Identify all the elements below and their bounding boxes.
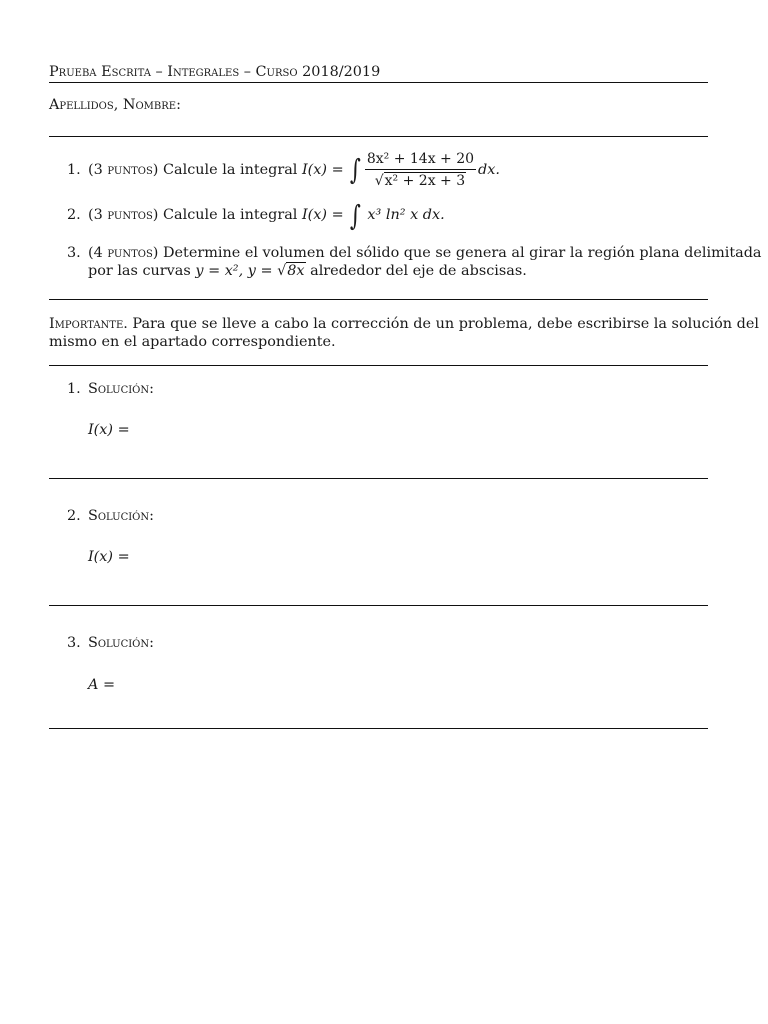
question-points: (3 puntos) <box>88 207 159 223</box>
question-text: Determine el volumen del sólido que se genera al girar la región plana delimitada <box>163 245 762 261</box>
solution-label: Solución: <box>88 508 154 524</box>
solution-number: 1. <box>67 381 81 397</box>
notice-text: mismo en el apartado correspondiente. <box>49 334 336 350</box>
sqrt-icon: √x² + 2x + 3 <box>374 173 466 189</box>
solution-label: Solución: <box>88 635 154 651</box>
divider <box>49 299 708 300</box>
notice-heading: Importante. <box>49 316 128 332</box>
solution-label: Solución: <box>88 381 154 397</box>
solution-number: 3. <box>67 635 81 651</box>
integral-lhs: I(x) = <box>302 207 344 223</box>
integral-lhs: I(x) = <box>302 162 344 178</box>
answer-field[interactable]: A = <box>88 677 116 693</box>
radicand: x² + 2x + 3 <box>384 173 466 189</box>
integral-sign-icon: ∫ <box>350 153 362 186</box>
notice <box>49 315 759 333</box>
question-number: 3. <box>67 245 81 261</box>
question-number: 1. <box>67 162 81 178</box>
question-text: Calcule la integral <box>163 207 298 223</box>
question-points: (4 puntos) <box>88 245 159 261</box>
question-points: (3 puntos) <box>88 162 159 178</box>
fraction-numerator: 8x² + 14x + 20 <box>366 151 475 167</box>
divider <box>49 478 708 479</box>
page-title: Prueba Escrita – Integrales – Curso 2018/2019 <box>49 64 381 80</box>
integrand-fraction <box>365 150 476 190</box>
question-text: por las curvas <box>88 263 191 279</box>
solution-number: 2. <box>67 508 81 524</box>
notice-text: Para que se lleve a cabo la corrección de un problema, debe escribirse la solución del <box>132 316 759 332</box>
fraction-denominator <box>365 169 476 190</box>
differential: dx. <box>478 162 500 178</box>
divider <box>49 82 708 83</box>
answer-field[interactable]: I(x) = <box>88 549 130 565</box>
name-field-label: Apellidos, Nombre: <box>49 97 181 113</box>
question-text: alrededor del eje de abscisas. <box>310 263 527 279</box>
question-text: Calcule la integral <box>163 162 298 178</box>
answer-field[interactable]: I(x) = <box>88 422 130 438</box>
curve-2-lhs: y = <box>247 263 273 279</box>
divider <box>49 605 708 606</box>
radicand: 8x <box>287 263 305 279</box>
divider <box>49 136 708 137</box>
divider <box>49 365 708 366</box>
curve-1: y = x², <box>195 263 244 279</box>
divider <box>49 728 708 729</box>
integrand: x³ ln² x dx. <box>367 207 445 223</box>
sqrt-icon: √8x <box>277 263 305 279</box>
integral-sign-icon: ∫ <box>350 199 362 232</box>
question-number: 2. <box>67 207 81 223</box>
